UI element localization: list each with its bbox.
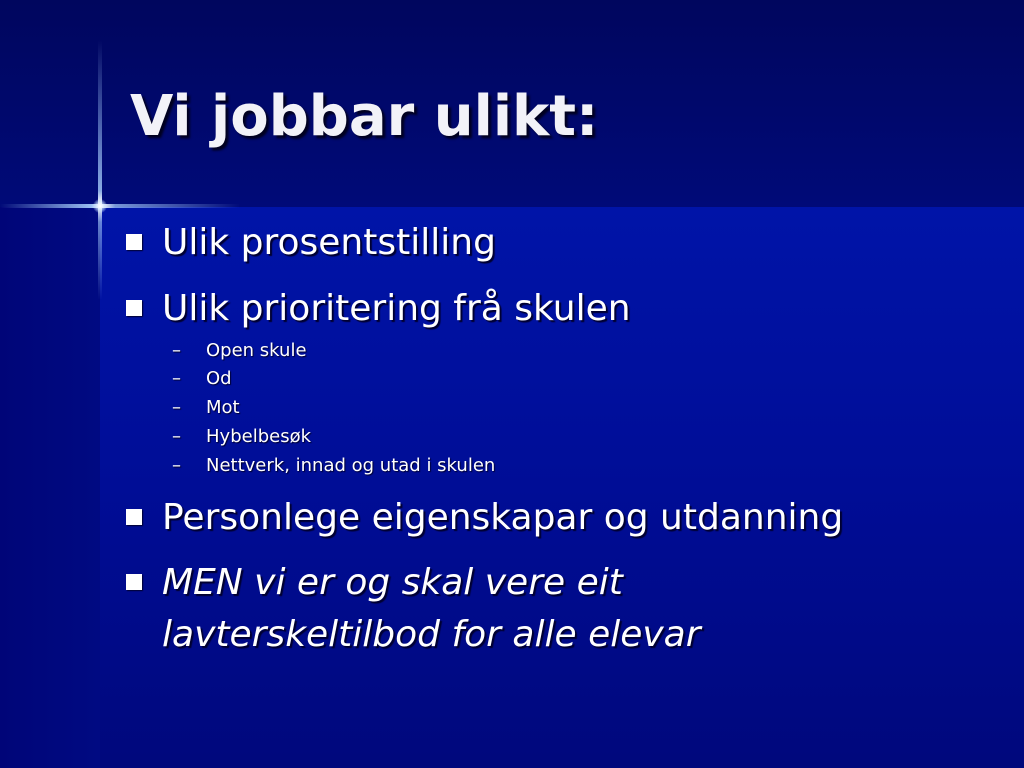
sub-item-text: Open skule — [206, 340, 307, 361]
sub-item-text: Od — [206, 368, 232, 389]
sub-item-open-skule — [172, 339, 772, 363]
bullet-item-lavterskeltilbod — [126, 557, 1006, 661]
square-bullet-icon — [126, 574, 142, 590]
slide-title: Vi jobbar ulikt: — [130, 84, 599, 149]
bullet-text: Ulik prioritering frå skulen — [162, 288, 631, 329]
sub-item-mot — [172, 396, 772, 420]
square-bullet-icon — [126, 300, 142, 316]
square-bullet-icon — [126, 234, 142, 250]
sub-item-od — [172, 367, 772, 391]
bullet-item-prosentstilling — [126, 217, 1006, 269]
bullet-text: Ulik prosentstilling — [162, 222, 496, 263]
bullet-text: Personlege eigenskapar og utdanning — [162, 497, 844, 538]
bullet-item-eigenskapar — [126, 492, 1006, 544]
dash-bullet-icon: – — [172, 455, 181, 476]
sub-item-text: Hybelbesøk — [206, 426, 312, 447]
dash-bullet-icon: – — [172, 397, 181, 418]
bullet-text-line-2: lavterskeltilbod for alle elevar — [162, 614, 701, 655]
sub-item-text: Mot — [206, 397, 240, 418]
square-bullet-icon — [126, 509, 142, 525]
sub-item-hybelbesok — [172, 425, 772, 449]
bullet-item-prioritering — [126, 283, 1006, 335]
dash-bullet-icon: – — [172, 368, 181, 389]
dash-bullet-icon: – — [172, 340, 181, 361]
sub-item-text: Nettverk, innad og utad i skulen — [206, 455, 496, 476]
bullet-text-line-1: MEN vi er og skal vere eit — [162, 562, 623, 603]
sub-item-nettverk — [172, 454, 772, 478]
dash-bullet-icon: – — [172, 426, 181, 447]
